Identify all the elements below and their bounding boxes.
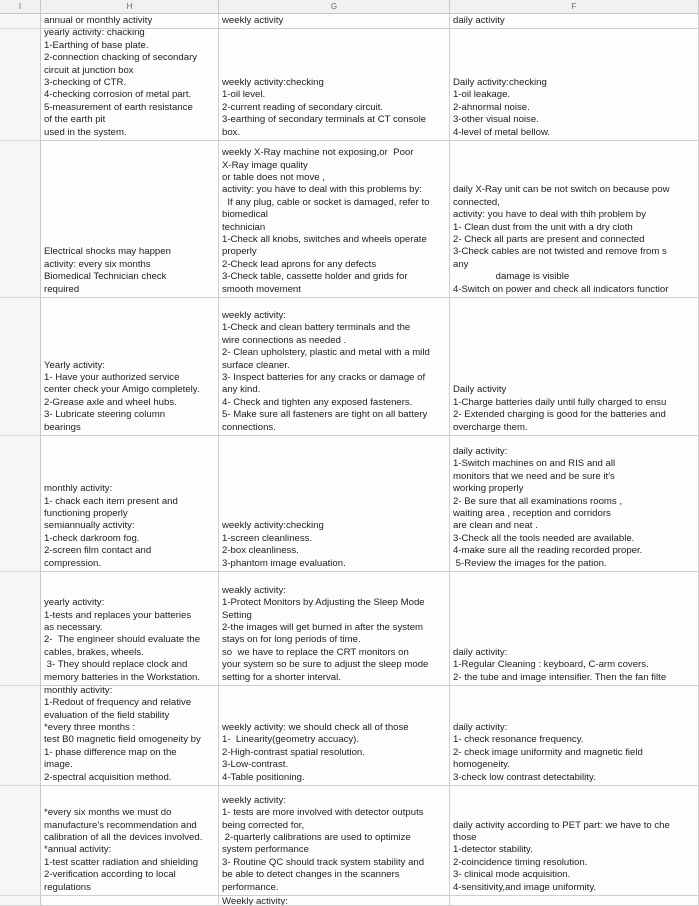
cell-text-line: 2-the images will get burned in after the system	[222, 621, 424, 633]
table-cell-F[interactable]	[450, 14, 699, 29]
cell-text-line: 4-level of metal bellow.	[453, 126, 551, 138]
cell-text-line: bearings	[44, 421, 81, 433]
cell-text-line: test B0 magnetic field omogeneity by	[44, 734, 201, 746]
table-cell-F[interactable]	[450, 896, 699, 906]
cell-text-line: 2- Check all parts are present and connected	[453, 233, 645, 245]
cell-text-line: 1- chack each item present and	[44, 495, 178, 507]
cell-text-line: monitors that we need and be sure it's	[453, 470, 615, 482]
cell-text-line: weekly activity: we should check all of those	[222, 721, 409, 733]
cell-text-line: surface cleaner.	[222, 359, 290, 371]
cell-text-line: 2- check image uniformity and magnetic field	[453, 746, 643, 758]
row-header[interactable]	[0, 572, 41, 686]
cell-text-line: 2- Extended charging is good for the batteries and	[453, 409, 666, 421]
cell-text-line: of the earth pit	[44, 114, 106, 126]
column-header-I[interactable]: I	[0, 0, 41, 14]
cell-text-line: 1-Earthing of base plate.	[44, 39, 149, 51]
cell-text-line: 3-Low-contrast.	[222, 759, 289, 771]
cell-text-line: 2- Clean upholstery, plastic and metal with a mild	[222, 347, 430, 359]
table-cell-F[interactable]	[450, 29, 699, 141]
cell-text-line: waiting area , reception and corridors	[453, 507, 611, 519]
cell-text-line: 2-quarterly calibrations are used to optimize	[222, 831, 411, 843]
cell-text-line: center check your Amigo completely.	[44, 384, 200, 396]
row-header[interactable]	[0, 686, 41, 786]
cell-text-line: 5- Make sure all fasteners are tight on all battery	[222, 409, 428, 421]
cell-text-line: stays on for long periods of time.	[222, 634, 361, 646]
cell-text-line: 1-Protect Monitors by Adjusting the Sleep Mode	[222, 597, 425, 609]
cell-text-line: 2-High-contrast spatial resolution.	[222, 746, 365, 758]
cell-text-line: 1-Charge batteries daily until fully charged to ensu	[453, 396, 667, 408]
table-cell-G[interactable]	[219, 572, 450, 686]
cell-text-line: 2-verification according to local	[44, 869, 176, 881]
cell-text-line: 2-coincidence timing resolution.	[453, 856, 588, 868]
table-cell-H[interactable]	[41, 572, 219, 686]
cell-text-line: 4-Table positioning.	[222, 771, 305, 783]
cell-text-line: circuit at junction box	[44, 64, 134, 76]
cell-text-line: weekly activity:	[222, 309, 286, 321]
cell-text-line: or table does not move ,	[222, 171, 325, 183]
table-cell-F[interactable]	[450, 436, 699, 572]
cell-text-line: semiannually activity:	[44, 520, 135, 532]
table-cell-H[interactable]	[41, 14, 219, 29]
cell-text-line: monthly activity:	[44, 483, 113, 495]
cell-text-line: 2-screen film contact and	[44, 545, 152, 557]
cell-text-line: any kind.	[222, 384, 261, 396]
cell-text-line: be able to detect changes in the scanners	[222, 869, 400, 881]
cell-text-line: connections.	[222, 421, 276, 433]
cell-text-line: evaluation of the field stability	[44, 709, 170, 721]
cell-text-line: required	[44, 283, 80, 295]
row-header[interactable]	[0, 29, 41, 141]
table-cell-H[interactable]	[41, 436, 219, 572]
table-cell-F[interactable]	[450, 786, 699, 896]
cell-text-line: used in the system.	[44, 126, 127, 138]
table-cell-G[interactable]	[219, 436, 450, 572]
table-cell-G[interactable]	[219, 896, 450, 906]
cell-text-line: compression.	[44, 557, 102, 569]
cell-text-line: 3-other visual noise.	[453, 114, 539, 126]
cell-text-line: daily activity	[453, 14, 505, 26]
row-header[interactable]	[0, 436, 41, 572]
table-cell-G[interactable]	[219, 298, 450, 436]
cell-text-line: *every six months we must do	[44, 807, 172, 819]
table-cell-G[interactable]	[219, 141, 450, 298]
row-header[interactable]	[0, 14, 41, 29]
cell-text-line: properly	[222, 246, 257, 258]
cell-text-line: yearly activity:	[44, 597, 105, 609]
cell-text-line: those	[453, 831, 477, 843]
cell-text-line: 1- Have your authorized service	[44, 371, 180, 383]
cell-text-line: weekly activity:	[222, 794, 286, 806]
cell-text-line: Biomedical Technician check	[44, 271, 167, 283]
cell-text-line: Setting	[222, 609, 252, 621]
table-cell-H[interactable]	[41, 298, 219, 436]
cell-text-line: cables, brakes, wheels.	[44, 646, 144, 658]
row-header[interactable]	[0, 298, 41, 436]
cell-text-line: 2-spectral acquisition method.	[44, 771, 172, 783]
cell-text-line: *every three months :	[44, 721, 136, 733]
cell-text-line: 3-earthing of secondary terminals at CT console	[222, 114, 427, 126]
cell-text-line: 1-oil level.	[222, 89, 266, 101]
row-header[interactable]	[0, 896, 41, 906]
column-header-H[interactable]: H	[41, 0, 219, 14]
cell-text-line: yearly activity: chacking	[44, 29, 145, 39]
cell-text-line: memory batteries in the Workstation.	[44, 671, 201, 683]
cell-text-line: setting for a shorter interval.	[222, 671, 341, 683]
table-cell-H[interactable]	[41, 141, 219, 298]
cell-text-line: 1-check darkroom fog.	[44, 532, 140, 544]
cell-text-line: overcharge them.	[453, 421, 528, 433]
cell-text-line: daily activity:	[453, 646, 508, 658]
cell-text-line: daily activity:	[453, 445, 508, 457]
row-header[interactable]	[0, 786, 41, 896]
cell-text-line: image.	[44, 759, 73, 771]
cell-text-line: 3-check low contrast detectability.	[453, 771, 596, 783]
cell-text-line: calibration of all the devices involved.	[44, 831, 203, 843]
cell-text-line: 4-sensitivity,and image uniformity.	[453, 881, 597, 893]
cell-text-line: 3-phantom image evaluation.	[222, 557, 346, 569]
cell-text-line: damage is visible	[453, 271, 570, 283]
cell-text-line: 5-Review the images for the pation.	[453, 557, 607, 569]
cell-text-line: 3-Check cables are not twisted and remove from s	[453, 246, 667, 258]
cell-text-line: 1-tests and replaces your batteries	[44, 609, 192, 621]
cell-text-line: 1-screen cleanliness.	[222, 532, 313, 544]
cell-text-line: 4- Check and tighten any exposed fasteners.	[222, 396, 413, 408]
table-cell-H[interactable]	[41, 686, 219, 786]
table-cell-H[interactable]	[41, 896, 219, 906]
cell-text-line: 2-current reading of secondary circuit.	[222, 101, 384, 113]
cell-text-line: so we have to replace the CRT monitors on	[222, 646, 409, 658]
cell-text-line: monthly activity:	[44, 686, 113, 696]
table-cell-F[interactable]	[450, 141, 699, 298]
cell-text-line: weekly activity	[222, 14, 284, 26]
cell-text-line: 5-measurement of earth resistance	[44, 101, 193, 113]
cell-text-line: 2- Be sure that all examinations rooms ,	[453, 495, 623, 507]
column-header-G[interactable]: G	[219, 0, 450, 14]
cell-text-line: 2- the tube and image intensifier. Then the fan filte	[453, 671, 667, 683]
cell-text-line: weakly activity:	[222, 584, 286, 596]
cell-text-line: activity: every six months	[44, 258, 151, 270]
cell-text-line: Daily activity:checking	[453, 76, 547, 88]
cell-text-line: 1-Check all knobs, switches and wheels operate	[222, 233, 427, 245]
cell-text-line: weekly X-Ray machine not exposing,or Poor	[222, 147, 414, 159]
cell-text-line: 2-ahnormal noise.	[453, 101, 530, 113]
cell-text-line: 1- Clean dust from the unit with a dry cloth	[453, 221, 633, 233]
table-cell-F[interactable]	[450, 686, 699, 786]
cell-text-line: working properly	[453, 483, 524, 495]
cell-text-line: 1-test scatter radiation and shielding	[44, 856, 199, 868]
cell-text-line: smooth movement	[222, 283, 301, 295]
cell-text-line: functioning properly	[44, 507, 128, 519]
cell-text-line: X-Ray image quality	[222, 159, 308, 171]
cell-text-line: as necessary.	[44, 621, 103, 633]
cell-text-line: Electrical shocks may happen	[44, 246, 171, 258]
cell-text-line: 1-Regular Cleaning : keyboard, C-arm covers.	[453, 659, 649, 671]
cell-text-line: 3-Check table, cassette holder and grids for	[222, 271, 408, 283]
cell-text-line: annual or monthly activity	[44, 14, 153, 26]
table-cell-F[interactable]	[450, 572, 699, 686]
cell-text-line: If any plug, cable or socket is damaged, refer to	[222, 196, 430, 208]
cell-text-line: 3- clinical mode acquisition.	[453, 869, 571, 881]
cell-text-line: connected,	[453, 196, 500, 208]
cell-text-line: Yearly activity:	[44, 359, 105, 371]
cell-text-line: wire connections as needed .	[222, 334, 347, 346]
cell-text-line: 1-oil leakage.	[453, 89, 511, 101]
cell-text-line: daily activity according to PET part: we have to che	[453, 819, 670, 831]
cell-text-line: 1-Redout of frequency and relative	[44, 697, 192, 709]
cell-text-line: Daily activity	[453, 384, 507, 396]
row-header[interactable]	[0, 141, 41, 298]
cell-text-line: 1- Linearity(geometry accuacy).	[222, 734, 360, 746]
cell-text-line: weekly activity:checking	[222, 520, 324, 532]
cell-text-line: system performance	[222, 844, 309, 856]
cell-text-line: performance.	[222, 881, 279, 893]
cell-text-line: activity: you have to deal with thih problem by	[453, 209, 647, 221]
cell-text-line: *annual activity:	[44, 844, 112, 856]
cell-text-line: biomedical	[222, 209, 268, 221]
cell-text-line: 3- Inspect batteries for any cracks or damage of	[222, 371, 426, 383]
table-cell-H[interactable]	[41, 29, 219, 141]
cell-text-line: 4-make sure all the reading recorded proper.	[453, 545, 643, 557]
table-cell-G[interactable]	[219, 14, 450, 29]
cell-text-line: manufacture's recommendation and	[44, 819, 197, 831]
cell-text-line: 3- Lubricate steering column	[44, 409, 166, 421]
cell-text-line: 1- phase difference map on the	[44, 746, 177, 758]
cell-text-line: 3- They should replace clock and	[44, 659, 188, 671]
cell-text-line: 2-Grease axle and wheel hubs.	[44, 396, 177, 408]
cell-text-line: 2-connection chacking of secondary	[44, 52, 198, 64]
cell-text-line: are clean and neat .	[453, 520, 538, 532]
table-cell-F[interactable]	[450, 298, 699, 436]
cell-text-line: 2-Check lead aprons for any defects	[222, 258, 377, 270]
cell-text-line: activity: you have to deal with this problems by:	[222, 184, 422, 196]
table-cell-G[interactable]	[219, 29, 450, 141]
cell-text-line: 1-Switch machines on and RIS and all	[453, 458, 616, 470]
cell-text-line: weekly activity:checking	[222, 76, 324, 88]
cell-text-line: 3-checking of CTR.	[44, 76, 127, 88]
cell-text-line: regulations	[44, 881, 91, 893]
cell-text-line: 1-detector stability.	[453, 844, 533, 856]
cell-text-line: 1-Check and clean battery terminals and the	[222, 322, 411, 334]
table-cell-G[interactable]	[219, 686, 450, 786]
cell-text-line: 1- tests are more involved with detector outputs	[222, 807, 424, 819]
table-cell-H[interactable]	[41, 786, 219, 896]
cell-text-line: 2-box cleanliness.	[222, 545, 299, 557]
cell-text-line: daily activity:	[453, 721, 508, 733]
column-header-F[interactable]: F	[450, 0, 699, 14]
cell-text-line: daily X-Ray unit can be not switch on because pow	[453, 184, 670, 196]
cell-text-line: 1- check resonance frequency.	[453, 734, 584, 746]
cell-text-line: 3- Routine QC should track system stability and	[222, 856, 425, 868]
cell-text-line: homogeneity.	[453, 759, 510, 771]
cell-text-line: technician	[222, 221, 266, 233]
cell-text-line: Weekly activity:	[222, 896, 288, 906]
table-cell-G[interactable]	[219, 786, 450, 896]
cell-text-line: 4-checking corrosion of metal part.	[44, 89, 192, 101]
cell-text-line: 3-Check all the tools needed are available.	[453, 532, 635, 544]
cell-text-line: any	[453, 258, 469, 270]
cell-text-line: 2- The engineer should evaluate the	[44, 634, 201, 646]
cell-text-line: being corrected for,	[222, 819, 305, 831]
cell-text-line: 4-Switch on power and check all indicators functior	[453, 283, 669, 295]
cell-text-line: box.	[222, 126, 241, 138]
cell-text-line: your system so be sure to adjust the sleep mode	[222, 659, 429, 671]
